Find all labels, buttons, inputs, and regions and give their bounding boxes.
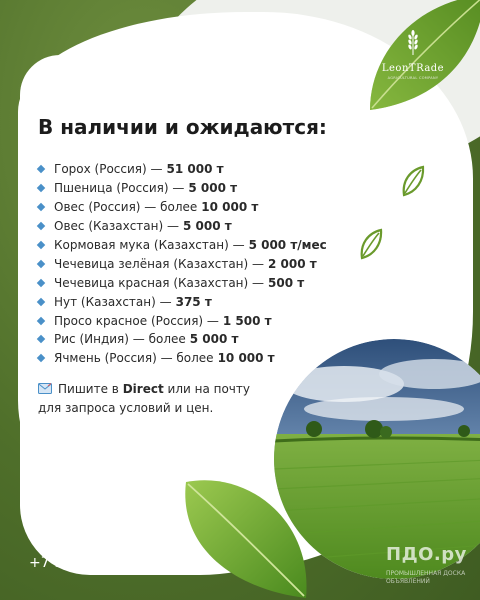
envelope-icon [38, 383, 52, 394]
product-quantity: 5 000 т [188, 181, 238, 196]
diamond-bullet-icon [37, 316, 45, 324]
product-quantity: 5 000 т/мес [248, 238, 327, 252]
product-name: Нут (Казахстан) — [54, 294, 172, 309]
watermark-logo: ПДО.ру [386, 544, 467, 565]
contact-direct: Direct [122, 382, 164, 396]
product-name: Чечевица красная (Казахстан) — [54, 275, 265, 290]
product-name: Просо красное (Россия) — [54, 313, 219, 328]
product-list [38, 160, 327, 368]
diamond-bullet-icon [37, 260, 45, 268]
product-quantity: 10 000 т [201, 200, 259, 215]
list-item [38, 160, 327, 179]
diamond-bullet-icon [37, 222, 45, 230]
diamond-bullet-icon [37, 335, 45, 343]
contact-suffix: или на почту [167, 382, 250, 396]
leaf-bottom-icon [168, 470, 318, 600]
product-quantity: 51 000 т [166, 162, 224, 177]
product-name: Горох (Россия) — [54, 162, 163, 177]
watermark-tagline: ПРОМЫШЛЕННАЯ ДОСКА ОБЪЯВЛЕНИЙ [386, 570, 466, 585]
list-item [38, 254, 327, 273]
list-item [38, 217, 327, 236]
list-item [38, 273, 327, 292]
wheat-icon [402, 28, 424, 56]
list-item [38, 236, 327, 255]
product-quantity: 375 т [175, 294, 212, 309]
product-quantity: 5 000 т [183, 219, 232, 234]
diamond-bullet-icon [37, 165, 45, 173]
diamond-bullet-icon [37, 354, 45, 362]
product-name: Чечевица зелёная (Казахстан) — [54, 256, 265, 271]
watermark [386, 540, 476, 596]
list-item [38, 179, 327, 198]
brand-name: LeonTRade [381, 63, 445, 74]
product-name: Пшеница (Россия) — [54, 181, 185, 196]
product-quantity: 2 000 т [268, 256, 317, 271]
list-item [38, 330, 327, 349]
product-quantity: 1 500 т [222, 313, 272, 328]
product-name: Рис (Индия) — более [54, 332, 186, 347]
diamond-bullet-icon [37, 203, 45, 211]
contact-note [38, 380, 298, 418]
contact-line2: для запроса условий и цен. [38, 401, 214, 415]
phone-number[interactable]: +7 983 625-58-85 [29, 555, 158, 571]
small-leaf-icon [400, 165, 426, 197]
brand-logo [374, 28, 452, 80]
product-quantity: 10 000 т [217, 351, 275, 366]
page-title: В наличии и ожидаются: [38, 115, 327, 139]
list-item [38, 292, 327, 311]
product-quantity: 5 000 т [189, 332, 239, 347]
phone-icon [29, 518, 47, 536]
diamond-bullet-icon [37, 184, 45, 192]
brand-tagline: AGRICULTURAL COMPANY [387, 76, 439, 80]
contact-prefix: Пишите в [58, 382, 119, 396]
product-name: Кормовая мука (Казахстан) — [54, 238, 245, 252]
diamond-bullet-icon [37, 241, 45, 249]
list-item [38, 311, 327, 330]
list-item [38, 349, 327, 368]
product-name: Овес (Россия) — более [54, 200, 198, 215]
diamond-bullet-icon [37, 279, 45, 287]
product-name: Овес (Казахстан) — [54, 219, 179, 234]
product-quantity: 500 т [268, 275, 305, 290]
small-leaf-icon [358, 228, 384, 260]
list-item [38, 198, 327, 217]
diamond-bullet-icon [37, 297, 45, 305]
product-name: Ячмень (Россия) — более [54, 351, 214, 366]
